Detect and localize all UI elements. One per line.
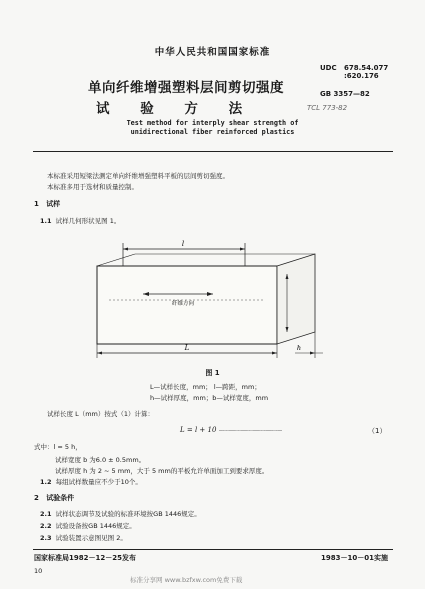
effective-date: 1983－10－01实施 [321,554,388,562]
clause-1-2-text: 每组试样数量应不少于10个。 [55,478,142,486]
clause-1-1-number: 1.1 [40,217,52,225]
title-en-line2: unidirectional fiber reinforced plastics [130,128,295,136]
clause-2-1-text: 试样状态调节及试验的标准环境按GB 1446规定。 [55,510,201,518]
section-2-title: 试验条件 [46,494,75,502]
title-en-line1: Test method for interply shear strength of [126,119,299,127]
equation-formula: L = l + 10 [180,426,217,434]
specimen-figure [95,232,335,360]
page-number: 10 [34,567,43,575]
udc-line1: 678.54.077 [344,64,389,72]
where-clause: 式中：l = 5 h， [34,443,82,451]
footer-divider [33,549,393,550]
thickness-note: 试样厚度 h 为 2 ~ 5 mm，大于 5 mm的平板允许单面加工到要求厚度。 [55,467,269,475]
clause-1-1 [40,216,120,225]
section-2-number: 2 [34,494,39,502]
handwritten-note: TCL 773-82 [307,104,348,112]
section-1-title: 试样 [46,200,61,208]
gb-number: GB 3357—82 [320,90,370,98]
dimension-label-thickness: h [296,344,302,352]
clause-2-1-number: 2.1 [40,510,52,518]
clause-2-3 [40,533,127,542]
clause-1-2-number: 1.2 [40,478,52,486]
udc-line2: :620.176 [344,72,379,80]
clause-2-2 [40,521,136,530]
section-1-heading [34,199,60,209]
clause-2-2-number: 2.2 [40,522,52,530]
udc-label: UDC [320,64,337,72]
title-cn-line1: 单向纤维增强塑料层间剪切强度 [88,80,284,96]
clause-2-2-text: 试验设备按GB 1446规定。 [55,522,136,530]
width-note: 试样宽度 b 为6.0 ± 0.5mm。 [55,456,146,464]
fiber-direction-label: 纤维方向 [171,301,195,307]
equation-intro: 试样长度 L（mm）按式（1）计算： [47,410,154,418]
equation-number: （1） [368,427,387,435]
standard-header: 中华人民共和国国家标准 [154,47,271,58]
clause-1-2 [40,477,142,486]
title-cn-line2: 试 验 方 法 [96,101,243,117]
specimen-side [277,254,315,344]
dimension-label-length: L [184,344,190,352]
clause-2-3-number: 2.3 [40,534,52,542]
equation-1 [180,426,282,434]
top-divider [33,151,393,152]
dimension-label-span: l [181,240,185,248]
clause-2-1 [40,509,201,518]
figure-legend-line1: L—试样长度，mm； l—跨距，mm； [150,383,261,391]
figure-caption: 图 1 [205,369,220,377]
figure-legend-line2: h—试样厚度，mm；b—试样宽度，mm [150,394,269,402]
equation-leader: ·························································· [218,428,282,434]
watermark: 标准分享网 www.bzfxw.com免费下载 [130,576,243,584]
section-1-number: 1 [34,200,39,208]
udc-code [320,64,388,80]
issue-date: 国家标准局1982－12－25发布 [34,554,136,562]
clause-1-1-text: 试样几何形状见图 1。 [55,217,121,225]
intro-paragraph-1: 本标准采用短梁法测定单向纤维增强塑料平板的层间剪切强度。 [47,172,229,180]
intro-paragraph-2: 本标准多用于选材和质量控制。 [47,183,138,191]
clause-2-3-text: 试验装置示意图见图 2。 [55,534,127,542]
section-2-heading [34,493,74,503]
